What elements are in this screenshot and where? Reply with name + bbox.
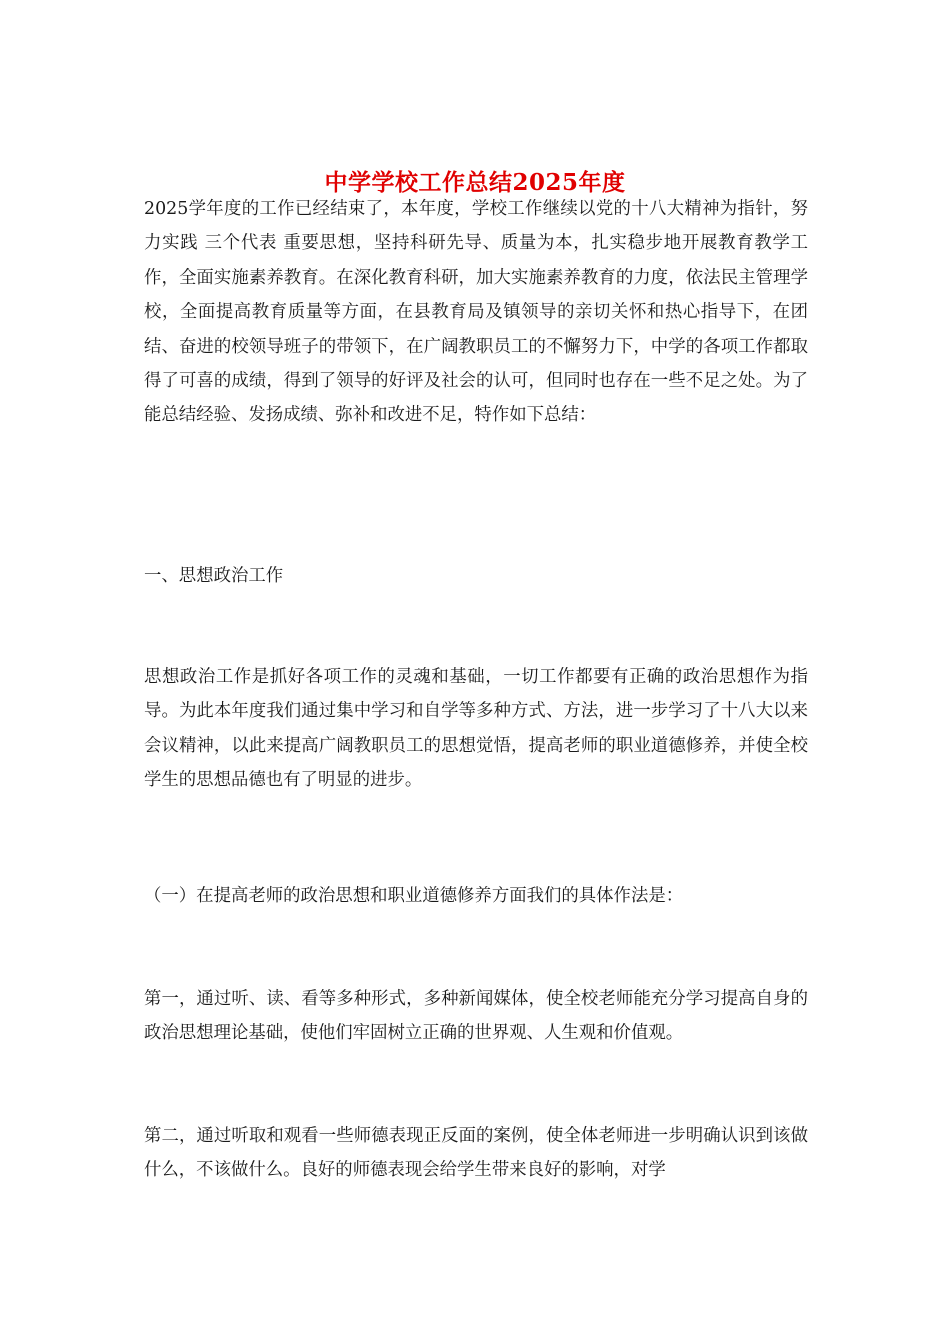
- document-title: 中学学校工作总结2025年度: [324, 169, 626, 197]
- second-measure-paragraph: 第二，通过听取和观看一些师德表现正反面的案例，使全体老师进一步明确认识到该做什么，不该做什么。良好的师德表现会给学生带来良好的影响，对学: [144, 1126, 808, 1181]
- first-measure-paragraph: 第一，通过听、读、看等多种形式，多种新闻媒体，使全校老师能充分学习提高自身的政治思想理论基础，使他们牢固树立正确的世界观、人生观和价值观。: [144, 989, 808, 1044]
- subsection-heading-teachers: （一）在提高老师的政治思想和职业道德修养方面我们的具体作法是：: [144, 886, 684, 906]
- section-heading-ideology: 一、思想政治工作: [144, 566, 284, 586]
- ideology-paragraph: 思想政治工作是抓好各项工作的灵魂和基础，一切工作都要有正确的政治思想作为指导。为此本年度我们通过集中学习和自学等多种方式、方法，进一步学习了十八大以来会议精神，以此来提高广阔教职员工的思想觉悟，提高老师的职业道德修养，并使全校学生的思想品德也有了明显的进步。: [144, 667, 808, 791]
- intro-paragraph: 2025学年度的工作已经结束了，本年度，学校工作继续以党的十八大精神为指针，努力实践 三个代表 重要思想，坚持科研先导、质量为本，扎实稳步地开展教育教学工作，全面实施素养教育。在深化教育科研，加大实施素养教育的力度，依法民主管理学校，全面提高教育质量等方面，在县教育局及镇领导的亲切关怀和热心指导下，在团结、奋进的校领导班子的带领下，在广阔教职员工的不懈努力下，中学的各项工作都取得了可喜的成绩，得到了领导的好评及社会的认可，但同时也存在一些不足之处。为了能总结经验、发扬成绩、弥补和改进不足，特作如下总结：: [144, 199, 808, 426]
